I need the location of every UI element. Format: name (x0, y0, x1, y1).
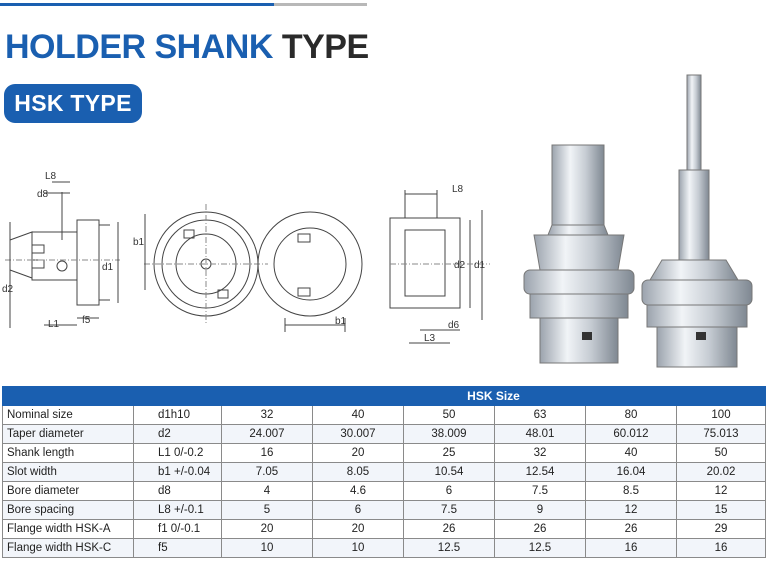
table-cell: 12.5 (404, 539, 495, 558)
holder-right-image (642, 75, 752, 367)
page-title (5, 27, 369, 67)
header-blank (3, 387, 222, 406)
table-cell: 29 (677, 520, 766, 539)
row-name: Flange width HSK-C (3, 539, 134, 558)
table-cell: 12.54 (495, 463, 586, 482)
table-cell: 7.05 (222, 463, 313, 482)
label-l8: L8 (45, 171, 57, 182)
label-d1-right: d1 (474, 260, 486, 271)
table-cell: 16 (677, 539, 766, 558)
table-cell: 48.01 (495, 425, 586, 444)
table-cell: 6 (404, 482, 495, 501)
table-row (3, 425, 766, 444)
row-name: Nominal size (3, 406, 134, 425)
table-cell: 12.5 (495, 539, 586, 558)
row-symbol: d8 (134, 482, 222, 501)
label-d6: d6 (448, 320, 460, 331)
table-cell: 38.009 (404, 425, 495, 444)
table-cell: 10.54 (404, 463, 495, 482)
table-cell: 10 (222, 539, 313, 558)
row-symbol: f1 0/-0.1 (134, 520, 222, 539)
top-rule-blue (0, 3, 274, 6)
table-cell: 12 (677, 482, 766, 501)
table-cell: 15 (677, 501, 766, 520)
label-l3: L3 (424, 333, 436, 344)
table-cell: 26 (586, 520, 677, 539)
side-view-shank (32, 232, 77, 280)
row-name: Slot width (3, 463, 134, 482)
table-cell: 9 (495, 501, 586, 520)
header-hsk-size: HSK Size (222, 387, 766, 406)
row-name: Taper diameter (3, 425, 134, 444)
table-row (3, 444, 766, 463)
label-l8-right: L8 (452, 184, 464, 195)
label-d2-right: d2 (454, 260, 466, 271)
page-title-part2: TYPE (281, 28, 369, 66)
table-cell: 20.02 (677, 463, 766, 482)
table-row (3, 463, 766, 482)
top-rule (0, 3, 367, 6)
table-cell: 16.04 (586, 463, 677, 482)
table-cell: 8.5 (586, 482, 677, 501)
row-symbol: d1h10 (134, 406, 222, 425)
table-cell: 8.05 (313, 463, 404, 482)
table-cell: 20 (313, 444, 404, 463)
table-cell: 50 (404, 406, 495, 425)
table-cell: 63 (495, 406, 586, 425)
table-row (3, 501, 766, 520)
table-row (3, 482, 766, 501)
label-f5: f5 (82, 315, 91, 326)
table-cell: 100 (677, 406, 766, 425)
spec-table-body (3, 406, 766, 558)
table-cell: 6 (313, 501, 404, 520)
table-cell: 40 (586, 444, 677, 463)
label-l1: L1 (48, 319, 60, 330)
spec-table-header (3, 387, 766, 406)
table-cell: 4.6 (313, 482, 404, 501)
label-b1: b1 (133, 237, 145, 248)
table-cell: 32 (222, 406, 313, 425)
table-cell: 12 (586, 501, 677, 520)
page-title-part1: HOLDER SHANK (5, 28, 273, 66)
top-rule-grey (274, 3, 367, 6)
table-row (3, 539, 766, 558)
label-b1-bottom: b1 (335, 316, 347, 327)
side-view-flange (77, 220, 99, 305)
table-cell: 26 (404, 520, 495, 539)
table-cell: 10 (313, 539, 404, 558)
row-name: Bore spacing (3, 501, 134, 520)
spec-table (2, 386, 766, 558)
table-cell: 20 (313, 520, 404, 539)
row-symbol: f5 (134, 539, 222, 558)
row-name: Shank length (3, 444, 134, 463)
table-cell: 24.007 (222, 425, 313, 444)
row-symbol: L8 +/-0.1 (134, 501, 222, 520)
table-cell: 50 (677, 444, 766, 463)
holder-left-image (524, 145, 634, 363)
type-badge: HSK TYPE (4, 84, 142, 123)
section-front-drawing (258, 212, 362, 332)
table-cell: 7.5 (404, 501, 495, 520)
row-name: Flange width HSK-A (3, 520, 134, 539)
table-row (3, 520, 766, 539)
table-cell: 5 (222, 501, 313, 520)
row-symbol: d2 (134, 425, 222, 444)
table-cell: 4 (222, 482, 313, 501)
technical-drawings (0, 160, 500, 370)
table-cell: 26 (495, 520, 586, 539)
table-cell: 20 (222, 520, 313, 539)
label-d2: d2 (2, 284, 14, 295)
front-view-drawing (144, 204, 268, 324)
row-name: Bore diameter (3, 482, 134, 501)
table-cell: 40 (313, 406, 404, 425)
row-symbol: L1 0/-0.2 (134, 444, 222, 463)
table-cell: 16 (586, 539, 677, 558)
table-cell: 80 (586, 406, 677, 425)
table-cell: 60.012 (586, 425, 677, 444)
side-view-drawing (5, 182, 120, 328)
table-cell: 25 (404, 444, 495, 463)
label-d1: d1 (102, 262, 114, 273)
table-cell: 30.007 (313, 425, 404, 444)
product-photo (512, 70, 762, 375)
table-row (3, 406, 766, 425)
label-d8: d8 (37, 189, 49, 200)
row-symbol: b1 +/-0.04 (134, 463, 222, 482)
table-cell: 7.5 (495, 482, 586, 501)
table-cell: 75.013 (677, 425, 766, 444)
table-cell: 16 (222, 444, 313, 463)
table-cell: 32 (495, 444, 586, 463)
